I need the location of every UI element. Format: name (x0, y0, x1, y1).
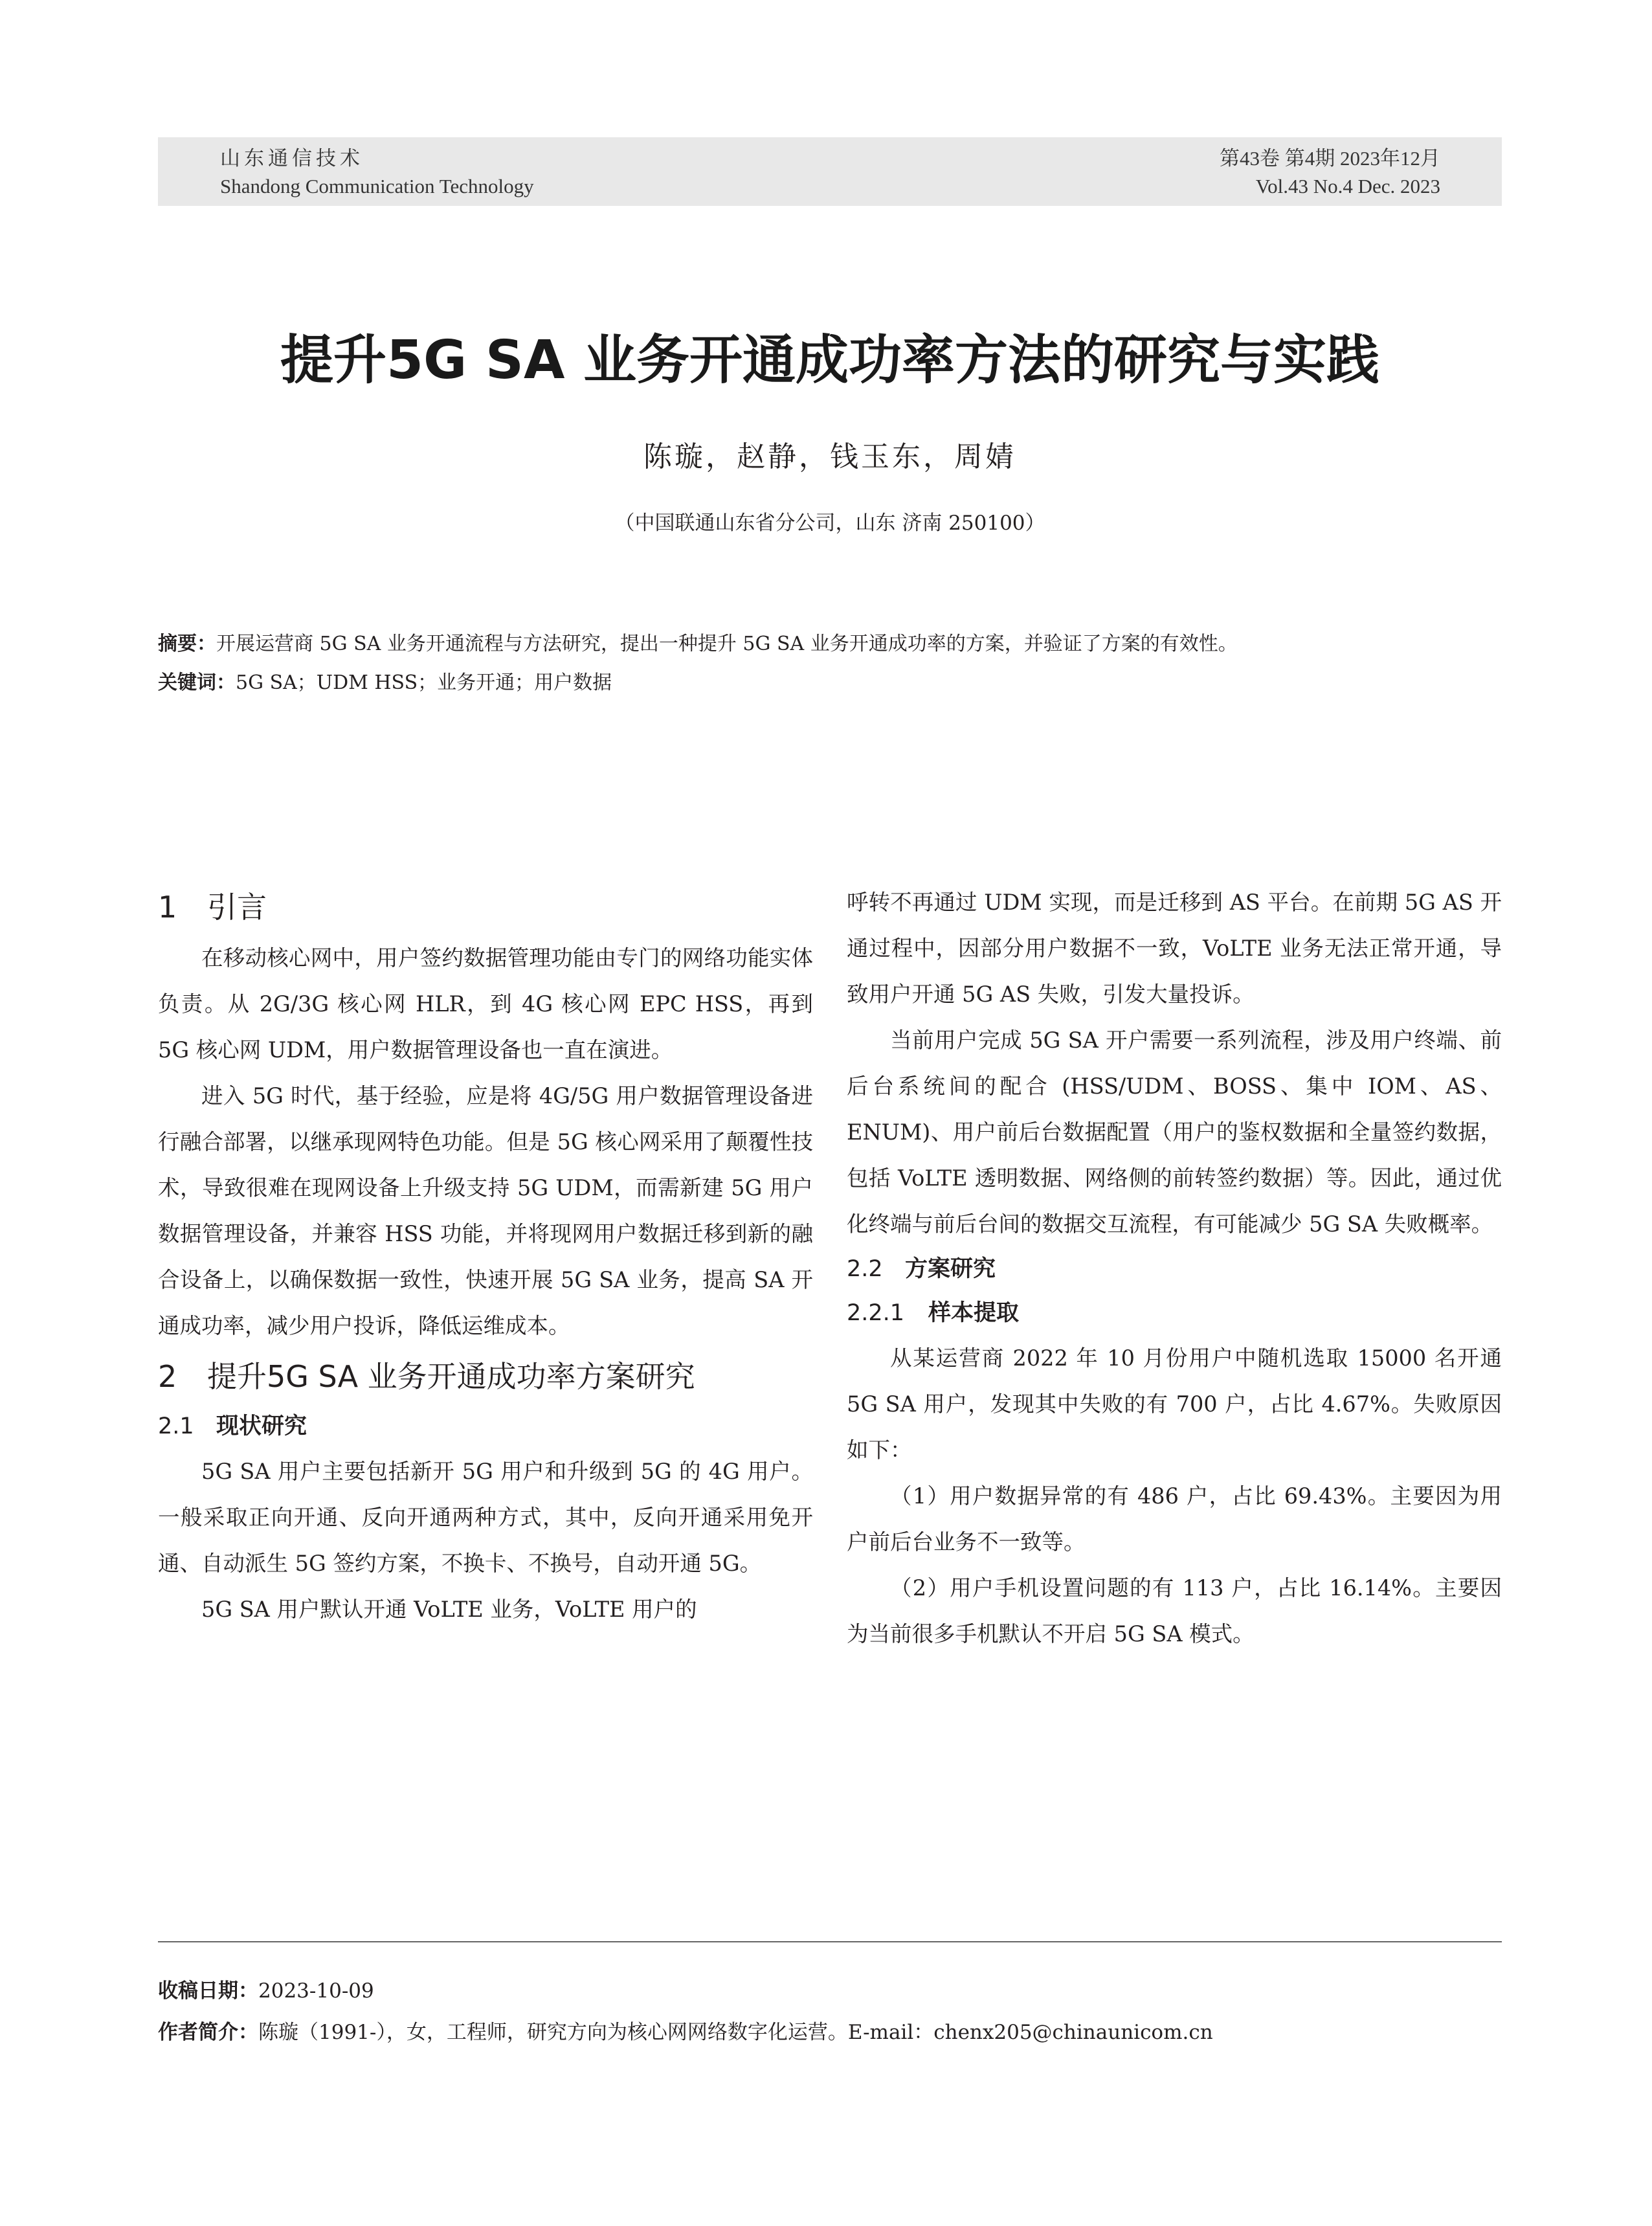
subsubsection-number: 2.2.1 (847, 1300, 905, 1326)
subsection-heading-2-1 (158, 1404, 813, 1448)
paragraph: 当前用户完成 5G SA 开户需要一系列流程，涉及用户终端、前后台系统间的配合 (HSS/UDM、BOSS、集中 IOM、AS、ENUM)、用户前后台数据配置（用户的鉴权数据和全量签约数据，包括 VoLTE 透明数据、网络侧的前转签约数据）等。因此，通过优化终端与前后台间的数据交互流程，有可能减少 5G SA 失败概率。 (847, 1028, 1502, 1237)
keywords-text: 5G SA；UDM HSS；业务开通；用户数据 (236, 671, 612, 694)
paragraph: 呼转不再通过 UDM 实现，而是迁移到 AS 平台。在前期 5G AS 开通过程中，因部分用户数据不一致，VoLTE 业务无法正常开通，导致用户开通 5G AS 失败，引发大量投诉。 (847, 890, 1502, 1007)
paper-title: 提升5G SA 业务开通成功率方法的研究与实践 (280, 330, 1379, 391)
subsection-number: 2.1 (158, 1413, 194, 1439)
issue-info-cn: 第43卷 第4期 2023年12月 (1220, 147, 1440, 170)
footnote-divider (158, 1941, 1502, 1942)
received-date (158, 1976, 1502, 2006)
subsubsection-heading-2-2-1 (847, 1291, 1502, 1335)
abstract-label: 摘要： (158, 633, 216, 655)
paragraph: 在移动核心网中，用户签约数据管理功能由专门的网络功能实体负责。从 2G/3G 核心网 HLR，到 4G 核心网 EPC HSS，再到 5G 核心网 UDM，用户数据管理设备也一直在演进。 (158, 945, 813, 1062)
journal-header (158, 137, 1502, 206)
section-number: 1 (158, 890, 177, 925)
author-list: 陈璇，赵静，钱玉东，周婧 (643, 440, 1016, 473)
paragraph: 5G SA 用户默认开通 VoLTE 业务，VoLTE 用户的 (201, 1597, 697, 1622)
section-number: 2 (158, 1359, 177, 1394)
affiliation: （中国联通山东省分公司，山东 济南 250100） (614, 512, 1045, 535)
received-label: 收稿日期： (158, 1979, 258, 2003)
received-value: 2023-10-09 (258, 1979, 374, 2003)
subsubsection-title: 样本提取 (928, 1300, 1020, 1326)
section-title: 提升5G SA 业务开通成功率方案研究 (207, 1359, 695, 1394)
bio-label: 作者简介： (158, 2021, 258, 2044)
subsection-number: 2.2 (847, 1256, 883, 1282)
paragraph: 进入 5G 时代，基于经验，应是将 4G/5G 用户数据管理设备进行融合部署，以继承现网特色功能。但是 5G 核心网采用了颠覆性技术，导致很难在现网设备上升级支持 5G UDM，而需新建 5G 用户数据管理设备，并兼容 HSS 功能，并将现网用户数据迁移到新的融合设备上，以确保数据一致性，快速开展 5G SA 业务，提高 SA 开通成功率，减少用户投诉，降低运维成本。 (158, 1083, 813, 1338)
issue-info-en: Vol.43 No.4 Dec. 2023 (1255, 175, 1440, 197)
bio-text: 陈璇（1991-），女，工程师，研究方向为核心网网络数字化运营。E-mail：chenx205@chinaunicom.cn (258, 2021, 1213, 2044)
abstract-text: 开展运营商 5G SA 业务开通流程与方法研究，提出一种提升 5G SA 业务开通成功率的方案，并验证了方案的有效性。 (216, 633, 1238, 655)
paragraph: （1）用户数据异常的有 486 户，占比 69.43%。主要因为用户前后台业务不一致等。 (847, 1483, 1502, 1555)
paragraph: 5G SA 用户主要包括新开 5G 用户和升级到 5G 的 4G 用户。一般采取正向开通、反向开通两种方式，其中，反向开通采用免开通、自动派生 5G 签约方案，不换卡、不换号，自动开通 5G。 (158, 1459, 813, 1576)
subsection-heading-2-2 (847, 1247, 1502, 1291)
abstract (158, 629, 1502, 659)
right-column (847, 879, 1502, 1657)
left-column (158, 879, 813, 1632)
section-heading-2 (158, 1349, 813, 1404)
author-bio (158, 2018, 1502, 2047)
keywords-label: 关键词： (158, 671, 236, 694)
section-title: 引言 (207, 890, 267, 925)
section-heading-1 (158, 879, 813, 935)
subsection-title: 现状研究 (216, 1413, 307, 1439)
subsection-title: 方案研究 (905, 1256, 996, 1282)
paragraph: （2）用户手机设置问题的有 113 户，占比 16.14%。主要因为当前很多手机默认不开启 5G SA 模式。 (847, 1575, 1502, 1647)
paragraph: 从某运营商 2022 年 10 月份用户中随机选取 15000 名开通 5G SA 用户，发现其中失败的有 700 户，占比 4.67%。失败原因如下： (847, 1345, 1502, 1463)
journal-name-en: Shandong Communication Technology (220, 175, 534, 197)
keywords (158, 668, 1502, 698)
journal-name-cn: 山东通信技术 (220, 147, 364, 170)
